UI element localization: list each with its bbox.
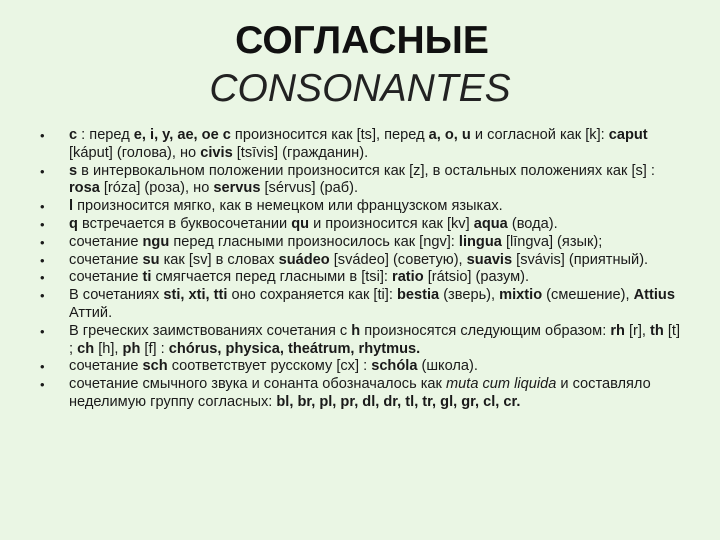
- rule-text: как [sv] в словах: [159, 251, 279, 268]
- slide-subtitle: CONSONANTES: [209, 67, 511, 110]
- latin-term: ti: [142, 269, 152, 286]
- bullet-icon: •: [40, 163, 45, 179]
- rule-item: [40, 216, 685, 234]
- title-block: [0, 18, 720, 112]
- rule-text: [svávis] (приятный).: [512, 251, 649, 268]
- rule-text: (зверь),: [439, 287, 500, 304]
- latin-term: sti, xti, tti: [163, 287, 228, 304]
- latin-term: mixtio: [499, 287, 543, 304]
- rule-text: сочетание: [69, 251, 143, 268]
- latin-term: ngu: [142, 233, 170, 250]
- latin-term: qu: [291, 215, 310, 232]
- latin-term: aqua: [473, 215, 508, 232]
- rule-item: [40, 198, 685, 216]
- latin-term: rh: [610, 322, 625, 339]
- rule-item: [40, 252, 685, 270]
- rule-text: соответствует русскому [сх] :: [167, 358, 372, 375]
- rule-text: сочетание: [69, 233, 143, 250]
- rule-item: [40, 358, 685, 376]
- latin-term: suádeo: [278, 251, 330, 268]
- rule-item: [40, 127, 685, 163]
- bullet-icon: •: [40, 128, 45, 143]
- rule-text: сочетание: [69, 358, 143, 375]
- rule-item: [40, 269, 685, 287]
- latin-term: ch: [77, 340, 95, 357]
- latin-term: suavis: [466, 251, 513, 268]
- rule-text: перед гласными произносилось как [ngv]:: [169, 233, 459, 250]
- latin-term: rosa: [69, 180, 100, 197]
- rule-item: [40, 287, 685, 323]
- bullet-icon: •: [40, 216, 45, 232]
- latin-term: c: [69, 127, 78, 143]
- rule-text: [h],: [94, 340, 123, 357]
- latin-term: schóla: [371, 358, 418, 375]
- rule-text: смягчается перед гласными в [tsi]:: [151, 269, 393, 286]
- rule-text: [káput] (голова), но: [69, 144, 201, 161]
- rule-text: [rátsio] (разум).: [423, 269, 530, 286]
- rule-item: [40, 323, 685, 359]
- rule-text: В сочетаниях: [69, 287, 164, 304]
- rule-text: [róza] (роза), но: [99, 180, 214, 197]
- rule-text: и произносится как [kv]: [309, 215, 474, 232]
- rule-text: встречается в буквосочетании: [77, 215, 292, 232]
- latin-term: sch: [142, 358, 168, 375]
- latin-term: s: [69, 162, 78, 179]
- bullet-icon: •: [40, 252, 45, 268]
- latin-term: servus: [213, 180, 261, 197]
- rule-text: [svádeo] (советую),: [329, 251, 467, 268]
- latin-term: caput: [608, 127, 648, 143]
- rule-text: произносится мягко, как в немецком или французском языках.: [73, 198, 503, 215]
- slide-title: СОГЛАСНЫЕ: [235, 19, 489, 62]
- rule-text: сочетание: [69, 269, 143, 286]
- latin-term: civis: [200, 144, 233, 161]
- rule-text: [t] ;: [69, 322, 681, 357]
- latin-term: bl, br, pl, pr, dl, dr, tl, tr, gl, gr, cl, cr.: [276, 393, 521, 410]
- rule-text: [f] :: [140, 340, 169, 357]
- latin-term: e, i, y, ae, oe c: [133, 127, 231, 143]
- bullet-icon: •: [40, 288, 45, 304]
- rule-text: в интервокальном положении произносится как [z], в остальных положениях как [s] :: [77, 162, 655, 179]
- rule-item: [40, 163, 685, 199]
- latin-term: a, o, u: [428, 127, 471, 143]
- rule-text: : перед: [77, 127, 134, 143]
- rule-text: и составляло неделимую группу согласных:: [69, 376, 651, 410]
- rule-item: [40, 376, 685, 412]
- latin-term: q: [69, 215, 78, 232]
- latin-term: chórus, physica, theátrum, rhytmus.: [168, 340, 421, 357]
- rule-text: [sérvus] (раб).: [260, 180, 359, 197]
- rule-text: В греческих заимствованиях сочетания с: [69, 322, 352, 339]
- bullet-icon: •: [40, 323, 45, 339]
- bullet-icon: •: [40, 377, 45, 393]
- rule-text: сочетание смычного звука и сонанта обозначалось как: [69, 376, 446, 393]
- rule-text: произносятся следующим образом:: [360, 322, 611, 339]
- rule-text: [līngva] (язык);: [501, 233, 603, 250]
- rule-text: (смешение),: [542, 287, 634, 304]
- bullet-icon: •: [40, 359, 45, 375]
- rule-text: и согласной как [k]:: [470, 127, 609, 143]
- latin-term: ph: [122, 340, 141, 357]
- latin-term: h: [351, 322, 361, 339]
- bullet-icon: •: [40, 270, 45, 286]
- rule-item: [40, 234, 685, 252]
- latin-term: Attius: [633, 287, 675, 304]
- latin-term: su: [142, 251, 160, 268]
- consonant-rules-list: [40, 127, 685, 412]
- bullet-icon: •: [40, 234, 45, 250]
- latin-term: ratio: [392, 269, 424, 286]
- rule-text: [tsīvis] (гражданин).: [232, 144, 369, 161]
- rule-text: оно сохраняется как [ti]:: [227, 287, 397, 304]
- latin-term: th: [650, 322, 664, 339]
- rule-text: Аттий.: [69, 304, 113, 321]
- bullet-icon: •: [40, 199, 45, 215]
- italic-term: muta cum liquida: [446, 376, 557, 393]
- latin-term: bestia: [396, 287, 440, 304]
- latin-term: l: [69, 198, 74, 215]
- latin-term: lingua: [458, 233, 502, 250]
- rule-text: (вода).: [507, 215, 558, 232]
- rule-text: (школа).: [417, 358, 478, 375]
- rule-text: [r],: [624, 322, 651, 339]
- rule-text: произносится как [ts], перед: [230, 127, 429, 143]
